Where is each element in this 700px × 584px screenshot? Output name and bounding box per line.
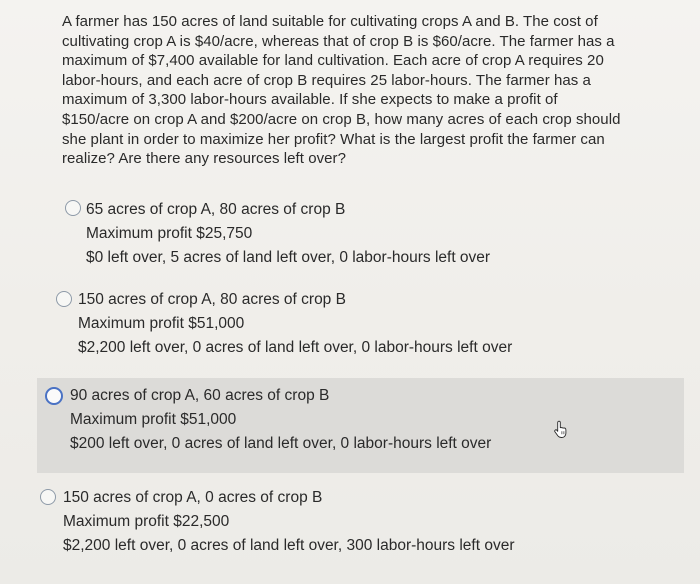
option-line-profit: Maximum profit $25,750 (86, 225, 253, 242)
option-line-profit: Maximum profit $51,000 (70, 411, 237, 428)
option-line-crops: 90 acres of crop A, 60 acres of crop B (70, 387, 330, 404)
option-line-leftover: $200 left over, 0 acres of land left over, 0 labor-hours left over (70, 435, 492, 452)
question-text: A farmer has 150 acres of land suitable for cultivating crops A and B. The cost of cultivating crop A is $40/acre, whereas that of crop B is $60/acre. The farmer has a maximum of $7,400 available for land cultivation. Each acre of crop A requires 20 labor-hours, and each acre of crop B requires 25 labor-hours. The farmer has a maximum of 3,300 labor-hours available. If she expects to make a profit of $150/acre on crop A and $200/acre on crop B, how many acres of each crop should she plant in order to maximize her profit? What is the largest profit the farmer can realize? Are there any resources left over? (62, 13, 621, 168)
option-line-profit: Maximum profit $22,500 (63, 513, 230, 530)
option-line-crops: 150 acres of crop A, 0 acres of crop B (63, 489, 323, 506)
answer-option-2[interactable] (0, 286, 700, 360)
option-line-leftover: $2,200 left over, 0 acres of land left over, 300 labor-hours left over (63, 537, 515, 554)
option-line-crops: 150 acres of crop A, 80 acres of crop B (78, 291, 346, 308)
answer-option-1[interactable] (0, 196, 700, 270)
radio-button[interactable] (40, 489, 56, 505)
hand-pointer-icon (553, 420, 569, 438)
option-line-leftover: $2,200 left over, 0 acres of land left over, 0 labor-hours left over (78, 339, 513, 356)
option-text (86, 198, 490, 270)
answer-option-4[interactable] (0, 484, 700, 568)
option-text (70, 384, 491, 456)
option-line-profit: Maximum profit $51,000 (78, 315, 245, 332)
option-text (63, 486, 515, 558)
radio-button[interactable] (65, 200, 81, 216)
option-line-leftover: $0 left over, 5 acres of land left over, 0 labor-hours left over (86, 249, 491, 266)
radio-button[interactable] (45, 387, 63, 405)
answer-option-3[interactable] (37, 378, 684, 473)
option-line-crops: 65 acres of crop A, 80 acres of crop B (86, 201, 346, 218)
radio-button[interactable] (56, 291, 72, 307)
option-text (78, 288, 512, 360)
